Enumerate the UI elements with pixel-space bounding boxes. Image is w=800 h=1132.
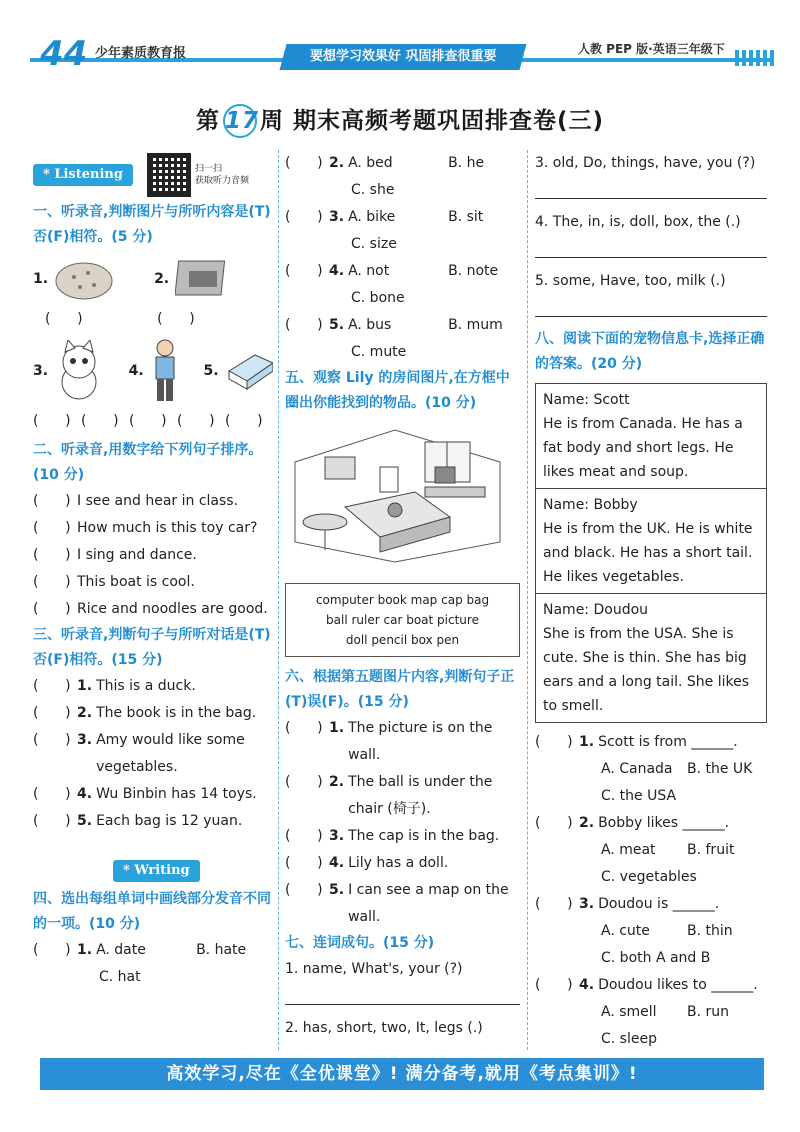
column-3 bbox=[535, 150, 767, 1053]
option-c[interactable]: C. the USA bbox=[601, 788, 677, 804]
judge-item bbox=[285, 850, 520, 877]
answer-row-2 bbox=[33, 408, 273, 438]
phonics-row bbox=[285, 204, 520, 231]
sentence-item: 2. has, short, two, It, legs (.) bbox=[285, 1020, 483, 1036]
item-number: 1. bbox=[77, 942, 93, 958]
week-number: 17 bbox=[223, 104, 257, 138]
phonics-item bbox=[285, 204, 520, 258]
answer-line[interactable] bbox=[535, 297, 767, 317]
pet-card-text: He is from the UK. He is white and black. He has a short tail. He likes vegetables. bbox=[543, 521, 753, 585]
judge-item-text: This is a duck. bbox=[96, 678, 196, 694]
pet-card-text: She is from the USA. She is cute. She is thin. She has big ears and a long tail. She likes to smell. bbox=[543, 626, 750, 714]
column-1 bbox=[33, 150, 273, 991]
option-c[interactable]: C. both A and B bbox=[601, 950, 711, 966]
section-7-title: 七、连词成句。(15 分) bbox=[285, 935, 435, 951]
answer-paren[interactable]: ( ) bbox=[285, 828, 323, 844]
option-c[interactable]: C. sleep bbox=[601, 1031, 657, 1047]
picture-label-4: 4. bbox=[128, 362, 144, 379]
option-b[interactable]: B. he bbox=[448, 155, 485, 171]
answer-line[interactable] bbox=[535, 238, 767, 258]
answer-row-1 bbox=[33, 306, 273, 334]
judge-item-text: Lily has a doll. bbox=[348, 855, 449, 871]
phonics-item bbox=[33, 937, 273, 991]
column-divider bbox=[278, 150, 279, 1050]
sentence-item: 1. name, What's, your (?) bbox=[285, 961, 463, 977]
option-c[interactable]: C. hat bbox=[99, 969, 141, 985]
cat-icon bbox=[54, 340, 101, 402]
answer-paren[interactable]: ( ) bbox=[285, 774, 323, 790]
item-number: 3. bbox=[579, 896, 595, 912]
option-a[interactable]: A. cute bbox=[601, 923, 650, 939]
options-ab bbox=[535, 999, 767, 1026]
answer-paren[interactable]: ( ) bbox=[285, 317, 323, 333]
word-box bbox=[285, 583, 520, 657]
picture-label-2: 2. bbox=[154, 270, 170, 287]
answer-paren[interactable]: ( ) bbox=[33, 574, 71, 590]
judge-item-text: I can see a map on the wall. bbox=[348, 882, 509, 925]
option-c[interactable]: C. bone bbox=[351, 290, 405, 306]
option-c[interactable]: C. she bbox=[351, 182, 395, 198]
answer-paren[interactable]: ( ) bbox=[33, 601, 71, 617]
answer-paren[interactable]: ( ) bbox=[33, 678, 71, 694]
item-number: 5. bbox=[77, 813, 93, 829]
birthday-card-icon bbox=[175, 257, 231, 301]
item-number: 2. bbox=[329, 774, 345, 790]
option-a[interactable]: A. Canada bbox=[601, 761, 673, 777]
phonics-item bbox=[285, 312, 520, 366]
word-box-line-3[interactable]: doll pencil box pen bbox=[345, 633, 460, 647]
pet-cards bbox=[535, 383, 767, 723]
section-1-title: 一、听录音,判断图片与所听内容是(T)否(F)相符。(5 分) bbox=[33, 204, 271, 245]
column-2 bbox=[285, 150, 520, 1074]
writing-header bbox=[33, 835, 273, 881]
item-number: 5. bbox=[329, 882, 345, 898]
judge-item bbox=[33, 808, 273, 835]
question-row bbox=[535, 810, 767, 837]
item-number: 3. bbox=[329, 209, 345, 225]
order-item-text: Rice and noodles are good. bbox=[77, 601, 268, 617]
page-title bbox=[0, 102, 800, 138]
item-number: 3. bbox=[329, 828, 345, 844]
option-a[interactable]: A. not bbox=[348, 263, 390, 279]
phonics-item bbox=[285, 150, 520, 204]
item-number: 4. bbox=[77, 786, 93, 802]
judge-item bbox=[285, 769, 520, 823]
section-4-list-b bbox=[285, 150, 520, 366]
item-number: 4. bbox=[329, 263, 345, 279]
option-b[interactable]: B. note bbox=[448, 263, 499, 279]
section-6-list bbox=[285, 715, 520, 931]
judge-item bbox=[33, 781, 273, 808]
judge-item-text: The ball is under the chair (椅子). bbox=[348, 774, 493, 817]
section-4-title: 四、选出每组单词中画线部分发音不同的一项。(10 分) bbox=[33, 891, 271, 932]
option-b[interactable]: B. mum bbox=[448, 317, 503, 333]
page-number: 44 bbox=[40, 34, 88, 74]
sentence-item: 5. some, Have, too, milk (.) bbox=[535, 273, 726, 289]
word-box-line-2[interactable]: ball ruler car boat picture bbox=[326, 613, 479, 627]
answer-line[interactable] bbox=[285, 985, 520, 1005]
section-6-title: 六、根据第五题图片内容,判断句子正(T)误(F)。(15 分) bbox=[285, 669, 515, 710]
word-box-line-1[interactable]: computer book map cap bag bbox=[315, 593, 490, 607]
order-item bbox=[33, 515, 273, 542]
item-number: 2. bbox=[579, 815, 595, 831]
item-number: 4. bbox=[329, 855, 345, 871]
question-text: Doudou likes to ______. bbox=[598, 977, 758, 993]
sentence-item: 4. The, in, is, doll, box, the (.) bbox=[535, 214, 741, 230]
answer-paren[interactable]: ( ) bbox=[33, 813, 71, 829]
brand-name: 少年素质教育报 bbox=[95, 46, 187, 61]
judge-item-text: Amy would like some vegetables. bbox=[96, 732, 245, 775]
bread-icon bbox=[54, 257, 114, 301]
reading-question bbox=[535, 972, 767, 1053]
answer-paren[interactable]: ( ) bbox=[33, 705, 71, 721]
section-5-title: 五、观察 Lily 的房间图片,在方框中圈出你能找到的物品。(10 分) bbox=[285, 370, 510, 411]
answer-line[interactable] bbox=[535, 179, 767, 199]
section-2-title: 二、听录音,用数字给下列句子排序。(10 分) bbox=[33, 442, 263, 483]
option-a[interactable]: A. bed bbox=[348, 155, 393, 171]
option-a[interactable]: A. smell bbox=[601, 1004, 657, 1020]
picture-label-5: 5. bbox=[203, 362, 219, 379]
title-suffix: 周 期末高频考题巩固排查卷(三) bbox=[259, 108, 605, 134]
answer-paren[interactable]: ( ) bbox=[285, 855, 323, 871]
header-slogan-text: 要想学习效果好 巩固排查很重要 bbox=[309, 49, 497, 64]
question-row bbox=[535, 729, 767, 756]
header-stripes bbox=[735, 50, 775, 66]
pet-card-text: He is from Canada. He has a fat body and short legs. He likes meat and soup. bbox=[543, 416, 743, 480]
judge-item bbox=[33, 727, 273, 781]
option-a[interactable]: A. date bbox=[96, 942, 146, 958]
options-ab bbox=[535, 756, 767, 783]
answer-paren[interactable]: ( ) bbox=[535, 734, 573, 750]
order-item bbox=[33, 488, 273, 515]
listening-tag-text: Listening bbox=[54, 167, 123, 182]
scan-line-2: 获取听力音频 bbox=[194, 176, 249, 186]
answer-paren[interactable]: ( ) bbox=[45, 311, 83, 327]
judge-item bbox=[33, 700, 273, 727]
item-number: 2. bbox=[77, 705, 93, 721]
order-item-text: I see and hear in class. bbox=[77, 493, 239, 509]
order-item-text: How much is this toy car? bbox=[77, 520, 258, 536]
judge-item-text: The picture is on the wall. bbox=[348, 720, 493, 763]
answer-paren[interactable]: ( ) bbox=[535, 896, 573, 912]
option-b[interactable]: B. hate bbox=[196, 942, 247, 958]
order-item-text: This boat is cool. bbox=[77, 574, 195, 590]
option-b[interactable]: B. run bbox=[687, 1004, 730, 1020]
item-number: 1. bbox=[77, 678, 93, 694]
phonics-row bbox=[33, 937, 273, 964]
writing-tag-text: Writing bbox=[134, 863, 190, 878]
answer-paren[interactable]: ( ) bbox=[285, 263, 323, 279]
item-number: 1. bbox=[329, 720, 345, 736]
section-3-title: 三、听录音,判断句子与所听对话是(T)否(F)相符。(15 分) bbox=[33, 627, 271, 668]
order-item-text: I sing and dance. bbox=[77, 547, 197, 563]
answer-paren[interactable]: ( ) bbox=[33, 786, 71, 802]
lily-room-picture bbox=[285, 422, 505, 567]
answer-paren[interactable]: ( ) bbox=[535, 815, 573, 831]
option-b[interactable]: B. fruit bbox=[687, 842, 735, 858]
phonics-row bbox=[285, 258, 520, 285]
answer-paren[interactable]: ( ) bbox=[285, 882, 323, 898]
edition-label: 人教 PEP 版·英语三年级下 bbox=[578, 42, 725, 56]
option-c[interactable]: C. vegetables bbox=[601, 869, 697, 885]
sentence-item: 3. old, Do, things, have, you (?) bbox=[535, 155, 756, 171]
answer-paren[interactable]: ( ) bbox=[285, 155, 323, 171]
answer-paren[interactable]: ( ) bbox=[285, 720, 323, 736]
option-c[interactable]: C. size bbox=[351, 236, 397, 252]
order-item bbox=[33, 569, 273, 596]
pet-card-name: Name: Bobby bbox=[543, 497, 638, 513]
answer-paren[interactable]: ( ) bbox=[33, 547, 71, 563]
picture-row-2 bbox=[33, 334, 273, 408]
question-row bbox=[535, 972, 767, 999]
option-b[interactable]: B. thin bbox=[687, 923, 733, 939]
eraser-icon bbox=[225, 351, 273, 391]
option-c[interactable]: C. mute bbox=[351, 344, 407, 360]
writing-tag: * Writing bbox=[113, 860, 200, 882]
question-text: Scott is from ______. bbox=[598, 734, 738, 750]
section-8-title: 八、阅读下面的宠物信息卡,选择正确的答案。(20 分) bbox=[535, 331, 765, 372]
judge-item-text: The cap is in the bag. bbox=[348, 828, 500, 844]
answer-paren[interactable]: ( ) bbox=[535, 977, 573, 993]
header-slogan bbox=[280, 44, 527, 70]
answer-paren[interactable]: ( ) bbox=[33, 413, 71, 429]
answer-paren[interactable]: ( ) bbox=[33, 942, 71, 958]
options-ab bbox=[535, 837, 767, 864]
reading-question bbox=[535, 810, 767, 891]
option-b[interactable]: B. sit bbox=[448, 209, 484, 225]
item-number: 1. bbox=[579, 734, 595, 750]
scan-line-1: 扫一扫 bbox=[194, 164, 222, 174]
answer-paren[interactable]: ( ) bbox=[177, 413, 215, 429]
answer-paren[interactable]: ( ) bbox=[157, 311, 195, 327]
item-number: 3. bbox=[77, 732, 93, 748]
footer-banner: 高效学习,尽在《全优课堂》! 满分备考,就用《考点集训》! bbox=[40, 1058, 764, 1090]
answer-paren[interactable]: ( ) bbox=[33, 493, 71, 509]
picture-label-3: 3. bbox=[33, 362, 49, 379]
title-prefix: 第 bbox=[195, 108, 220, 134]
answer-paren[interactable]: ( ) bbox=[285, 209, 323, 225]
item-number: 2. bbox=[329, 155, 345, 171]
option-a[interactable]: A. bus bbox=[348, 317, 392, 333]
judge-item-text: The book is in the bag. bbox=[96, 705, 257, 721]
judge-item bbox=[285, 715, 520, 769]
options-ab bbox=[535, 918, 767, 945]
phonics-row bbox=[285, 150, 520, 177]
boy-icon bbox=[150, 338, 178, 404]
section-3-list bbox=[33, 673, 273, 835]
phonics-item bbox=[285, 258, 520, 312]
section-4-list-a bbox=[33, 937, 273, 991]
page-header bbox=[0, 0, 800, 80]
picture-label-1: 1. bbox=[33, 270, 49, 287]
order-item bbox=[33, 596, 273, 623]
pet-card bbox=[535, 383, 767, 489]
option-a[interactable]: A. meat bbox=[601, 842, 656, 858]
item-number: 5. bbox=[329, 317, 345, 333]
answer-paren[interactable]: ( ) bbox=[81, 413, 119, 429]
qr-code-icon[interactable] bbox=[147, 153, 191, 197]
item-number: 4. bbox=[579, 977, 595, 993]
picture-row-1 bbox=[33, 252, 273, 306]
pet-card bbox=[535, 489, 767, 594]
option-a[interactable]: A. bike bbox=[348, 209, 396, 225]
phonics-row bbox=[285, 312, 520, 339]
answer-paren[interactable]: ( ) bbox=[129, 413, 167, 429]
pet-card bbox=[535, 594, 767, 723]
question-text: Bobby likes ______. bbox=[598, 815, 729, 831]
question-row bbox=[535, 891, 767, 918]
section-2-list bbox=[33, 488, 273, 623]
answer-paren[interactable]: ( ) bbox=[33, 520, 71, 536]
reading-question bbox=[535, 729, 767, 810]
judge-item-text: Wu Binbin has 14 toys. bbox=[96, 786, 257, 802]
answer-paren[interactable]: ( ) bbox=[225, 413, 263, 429]
judge-item bbox=[285, 877, 520, 931]
option-b[interactable]: B. the UK bbox=[687, 761, 753, 777]
section-8-questions bbox=[535, 729, 767, 1053]
judge-item bbox=[33, 673, 273, 700]
reading-question bbox=[535, 891, 767, 972]
listening-header bbox=[33, 150, 273, 200]
answer-paren[interactable]: ( ) bbox=[33, 732, 71, 748]
order-item bbox=[33, 542, 273, 569]
pet-card-name: Name: Scott bbox=[543, 392, 630, 408]
question-text: Doudou is ______. bbox=[598, 896, 720, 912]
judge-item bbox=[285, 823, 520, 850]
listening-tag: * Listening bbox=[33, 164, 133, 186]
scan-hint bbox=[195, 163, 249, 187]
column-divider bbox=[527, 150, 528, 1050]
pet-card-name: Name: Doudou bbox=[543, 602, 649, 618]
judge-item-text: Each bag is 12 yuan. bbox=[96, 813, 243, 829]
